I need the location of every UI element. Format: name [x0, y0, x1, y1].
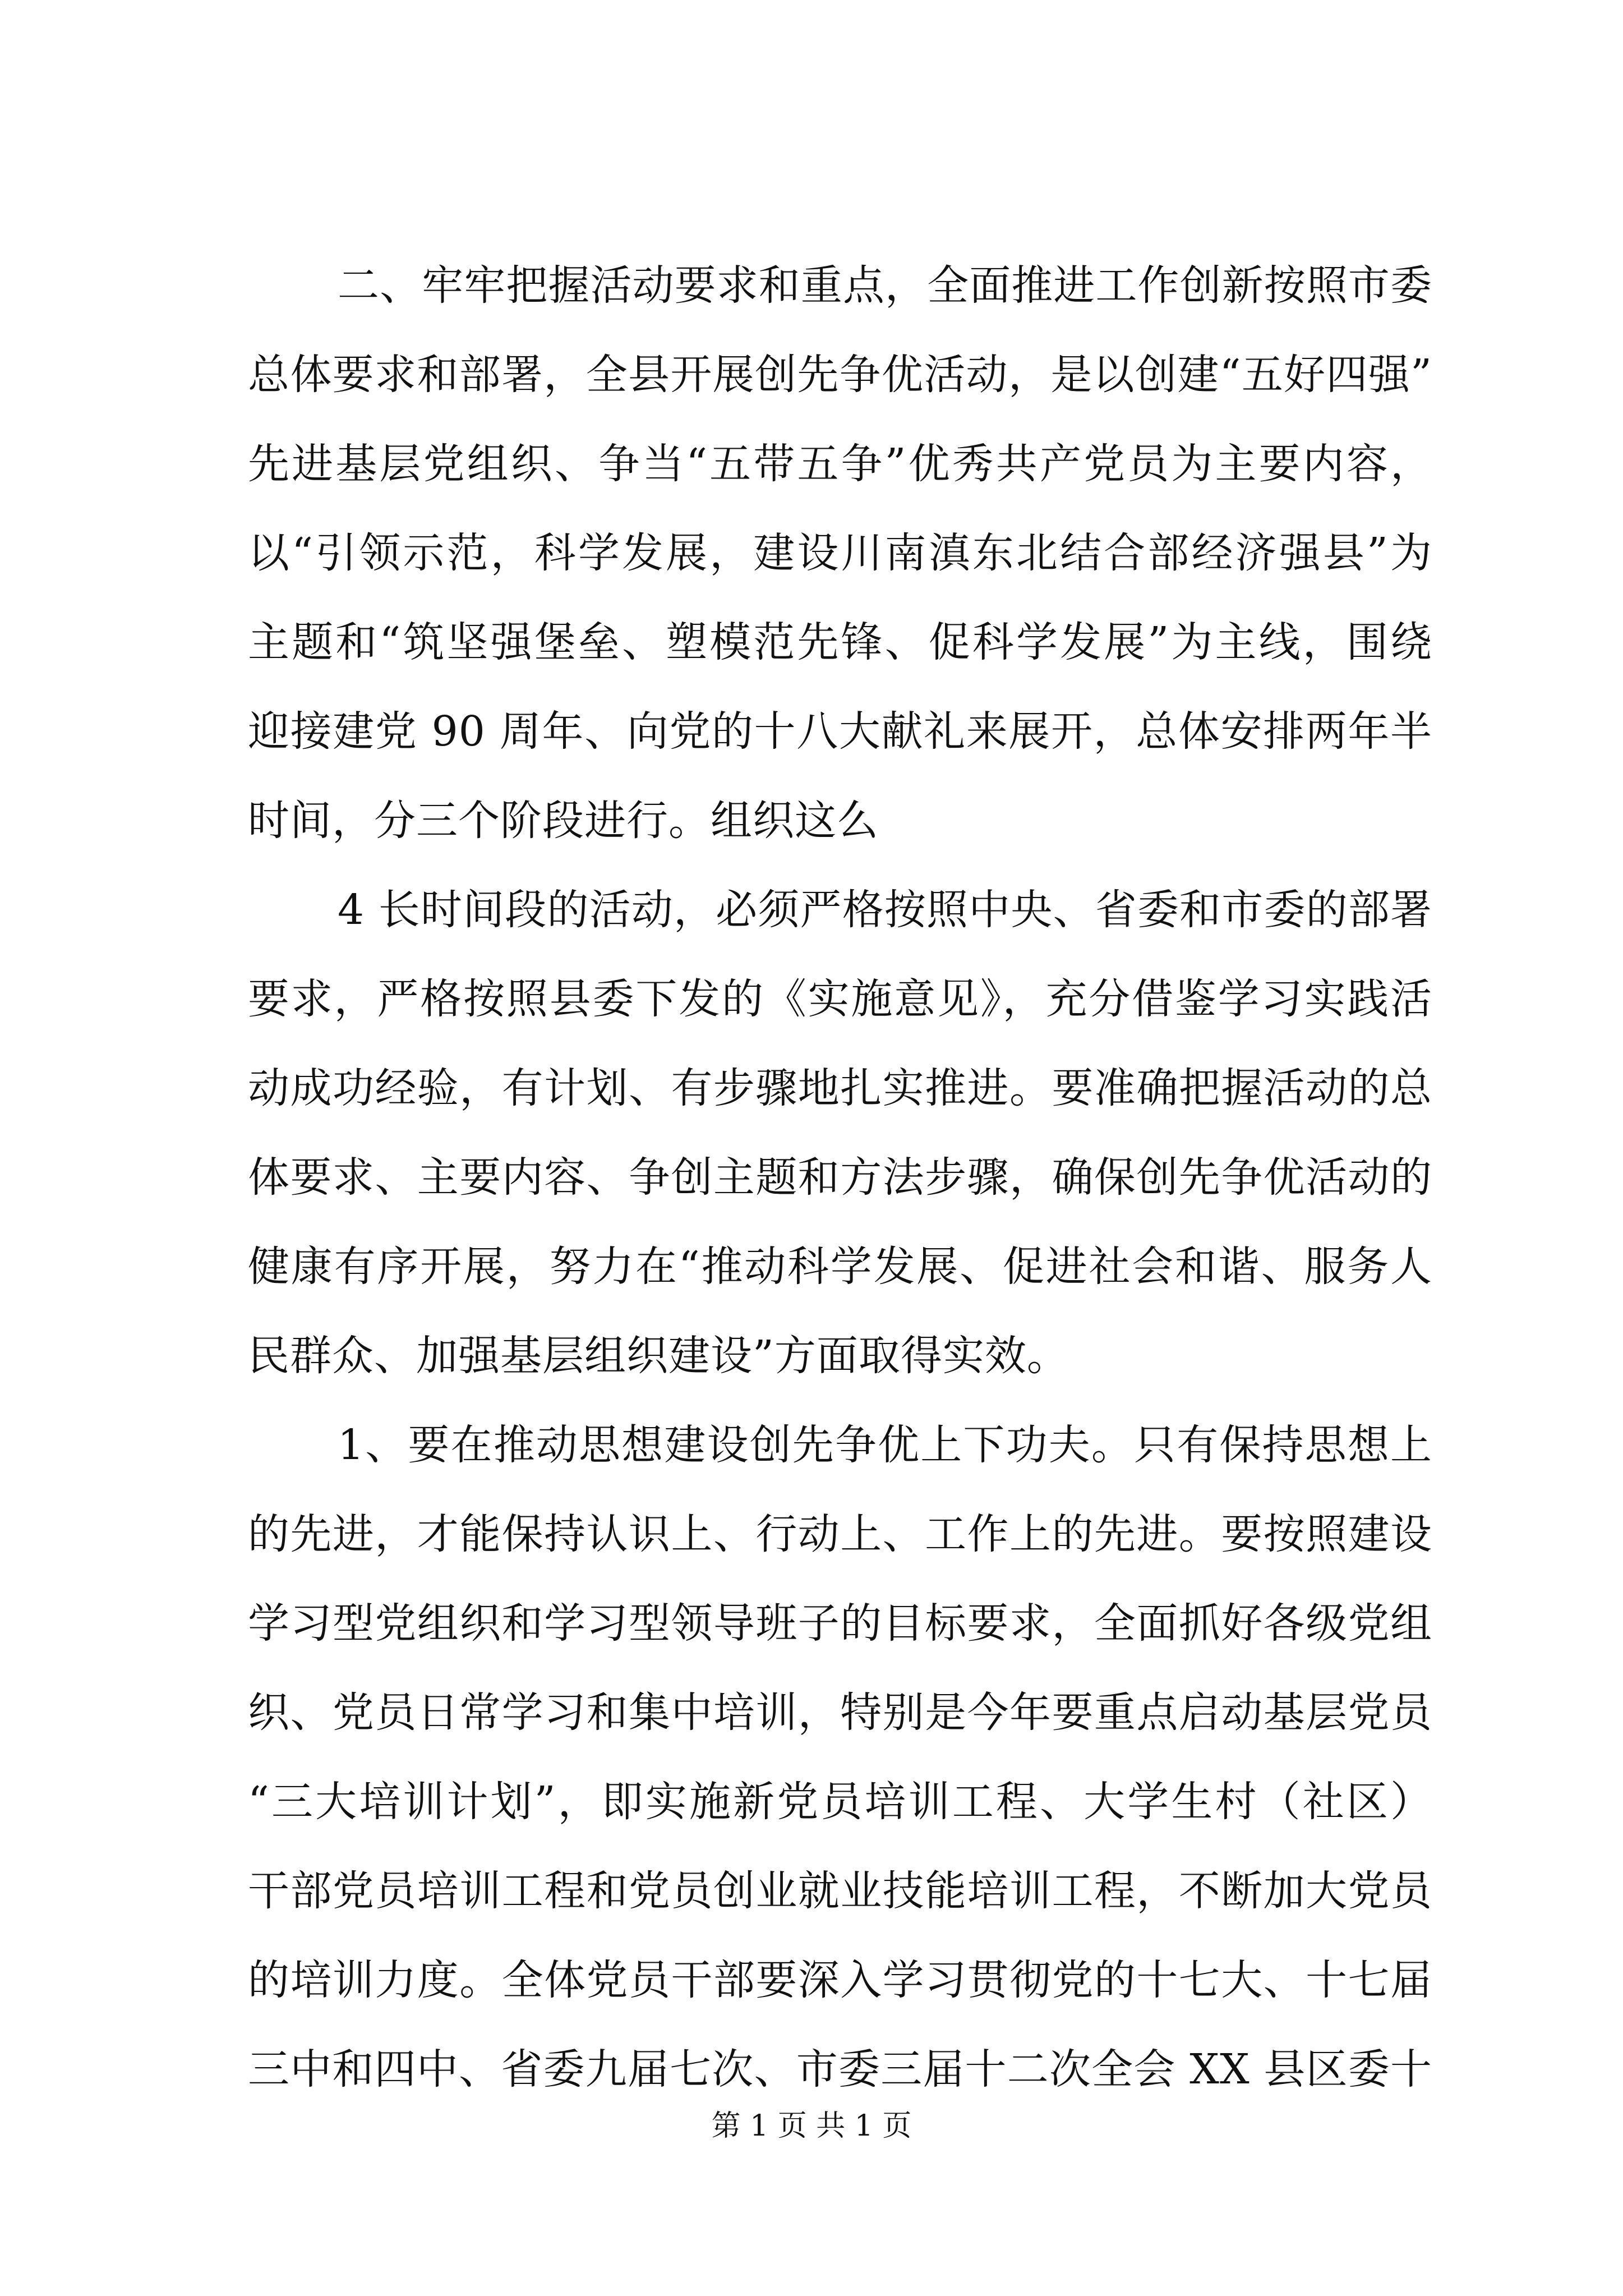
page-number: 第 1 页 共 1 页 [711, 2109, 912, 2143]
text-line: 迎接建党 90 周年、向党的十八大献礼来展开，总体安排两年半 [248, 707, 1432, 756]
text-line: 二、牢牢把握活动要求和重点，全面推进工作创新按照市委 [338, 261, 1432, 310]
text-line: 以“引领示范，科学发展，建设川南滇东北结合部经济强县”为 [248, 529, 1432, 577]
text-line: 干部党员培训工程和党员创业就业技能培训工程，不断加大党员 [248, 1867, 1432, 1915]
text-line: 织、党员日常学习和集中培训，特别是今年要重点启动基层党员 [248, 1688, 1432, 1737]
text-line: 动成功经验，有计划、有步骤地扎实推进。要准确把握活动的总 [248, 1064, 1432, 1112]
text-line: 1、要在推动思想建设创先争优上下功夫。只有保持思想上 [338, 1421, 1432, 1469]
text-line: 三中和四中、省委九届七次、市委三届十二次全会 XX 县区委十 [248, 2045, 1432, 2093]
text-line: 体要求、主要内容、争创主题和方法步骤，确保创先争优活动的 [248, 1153, 1432, 1202]
text-line: 的先进，才能保持认识上、行动上、工作上的先进。要按照建设 [248, 1510, 1432, 1558]
document-body [248, 241, 1432, 2114]
text-line: 的培训力度。全体党员干部要深入学习贯彻党的十七大、十七届 [248, 1956, 1432, 2004]
text-line: 健康有序开展，努力在“推动科学发展、促进社会和谐、服务人 [248, 1243, 1432, 1291]
text-line: 要求，严格按照县委下发的《实施意见》，充分借鉴学习实践活 [248, 975, 1432, 1023]
text-line: 时间，分三个阶段进行。组织这么 [248, 797, 879, 845]
text-line: 学习型党组织和学习型领导班子的目标要求，全面抓好各级党组 [248, 1599, 1432, 1648]
text-line: 总体要求和部署，全县开展创先争优活动，是以创建“五好四强” [248, 351, 1432, 399]
text-line: 4 长时间段的活动，必须严格按照中央、省委和市委的部署 [338, 886, 1432, 934]
text-line: 主题和“筑坚强堡垒、塑模范先锋、促科学发展”为主线，围绕 [248, 618, 1432, 666]
text-line: “三大培训计划”，即实施新党员培训工程、大学生村（社区） [248, 1778, 1432, 1826]
text-line: 民群众、加强基层组织建设”方面取得实效。 [248, 1332, 1069, 1380]
text-line: 先进基层党组织、争当“五带五争”优秀共产党员为主要内容， [248, 440, 1432, 488]
page-footer [0, 2106, 1623, 2146]
